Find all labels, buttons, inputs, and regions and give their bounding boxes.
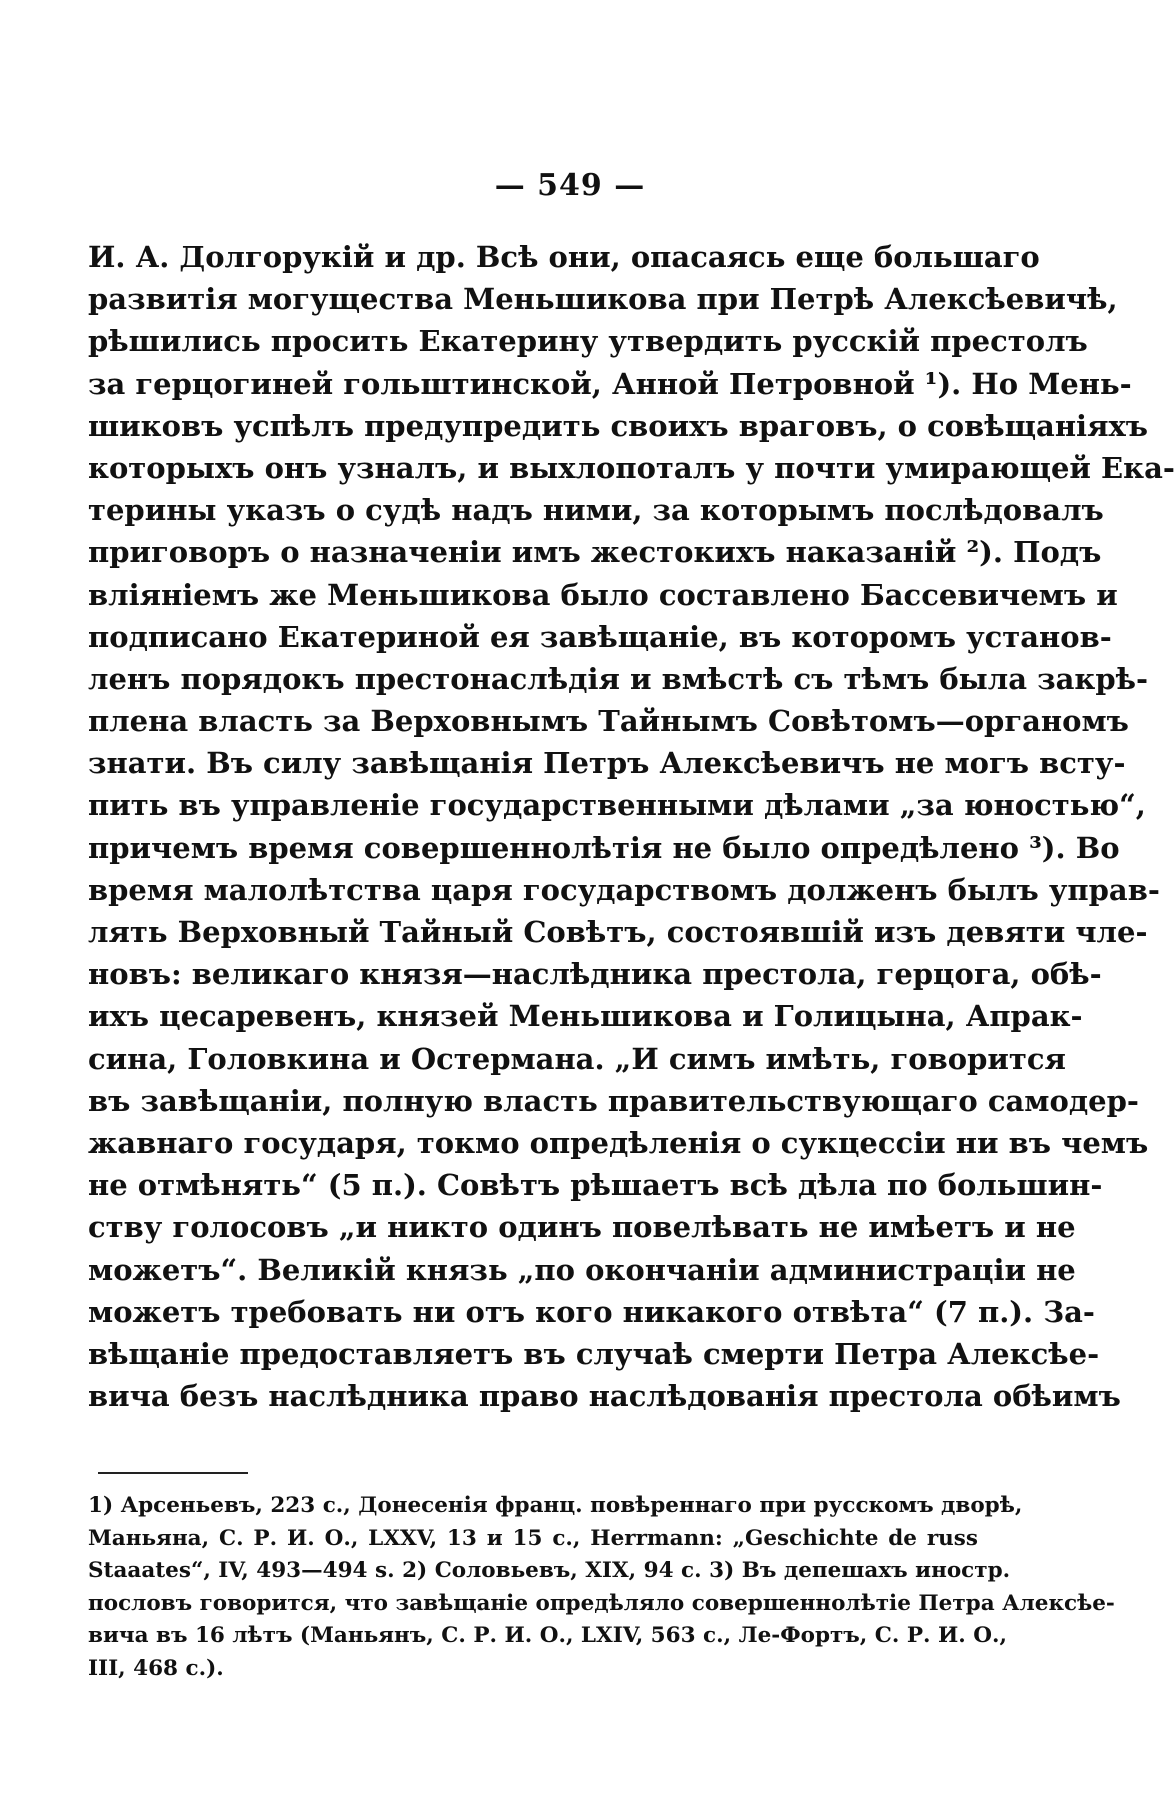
text-line: ленъ порядокъ престонаслѣдія и вмѣстѣ съ тѣмъ была закрѣ- [88, 661, 1149, 696]
text-line: за герцогиней гольштинской, Анной Петровной ¹). Но Мень- [88, 366, 1132, 401]
text-line: сина, Головкина и Остермана. „И симъ имѣть, говорится [88, 1041, 1066, 1076]
text-line: время малолѣтства царя государствомъ долженъ былъ управ- [88, 872, 1160, 907]
footnote-line: Маньяна, С. Р. И. О., LXXV, 13 и 15 с., Herrmann: „Geschichte de russ [88, 1525, 978, 1551]
text-line: не отмѣнять“ (5 п.). Совѣтъ рѣшаетъ всѣ дѣла по большин- [88, 1168, 1103, 1203]
text-line: плена власть за Верховнымъ Тайнымъ Совѣтомъ—органомъ [88, 704, 1129, 739]
text-line: рѣшились просить Екатерину утвердить русскій престолъ [88, 324, 1088, 359]
text-line: которыхъ онъ узналъ, и выхлопоталъ у почти умирающей Ека- [88, 450, 1175, 485]
text-line: пить въ управленіе государственными дѣлами „за юностью“, [88, 788, 1146, 823]
text-line: И. А. Долгорукій и др. Всѣ они, опасаясь еще большаго [88, 240, 1040, 274]
footnote-divider [98, 1472, 248, 1474]
text-line: причемъ время совершеннолѣтія не было опредѣлено ³). Во [88, 830, 1120, 865]
footnotes [88, 1490, 1115, 1685]
text-line: развитія могущества Меньшикова при Петрѣ Алексѣевичѣ, [88, 282, 1118, 317]
text-line: въ завѣщаніи, полную власть правительствующаго самодер- [88, 1083, 1139, 1118]
text-line: лять Верховный Тайный Совѣтъ, состоявшій изъ девяти чле- [88, 915, 1148, 949]
text-line: вѣщаніе предоставляетъ въ случаѣ смерти Петра Алексѣе- [88, 1336, 1100, 1371]
footnote-line: 1) Арсеньевъ, 223 с., Донесенія франц. повѣреннаго при русскомъ дворѣ, [88, 1493, 1023, 1518]
text-line: шиковъ успѣлъ предупредить своихъ враговъ, о совѣщаніяхъ [88, 408, 1149, 443]
text-line: подписано Екатериной ея завѣщаніе, въ которомъ установ- [88, 619, 1112, 654]
text-line: знати. Въ силу завѣщанія Петръ Алексѣевичъ не могъ всту- [88, 746, 1126, 781]
page-number: — 549 — [494, 168, 646, 203]
text-line: ству голосовъ „и никто одинъ повелѣвать не имѣетъ и не [88, 1210, 1076, 1245]
body-text [88, 236, 1175, 1417]
text-line: новъ: великаго князя—наслѣдника престола, герцога, обѣ- [88, 957, 1102, 992]
text-line: вича безъ наслѣдника право наслѣдованія престола обѣимъ [88, 1379, 1121, 1414]
text-line: ихъ цесаревенъ, князей Меньшикова и Голицына, Апрак- [88, 999, 1083, 1034]
text-line: можетъ требовать ни отъ кого никакого отвѣта“ (7 п.). За- [88, 1294, 1095, 1329]
text-line: приговоръ о назначеніи имъ жестокихъ наказаній ²). Подъ [88, 535, 1102, 570]
footnote-line: III, 468 с.). [88, 1655, 224, 1681]
footnote-line: вича въ 16 лѣтъ (Маньянъ, С. Р. И. О., LXIV, 563 с., Ле-Фортъ, С. Р. И. О., [88, 1623, 1007, 1648]
text-line: терины указъ о судѣ надъ ними, за которымъ послѣдовалъ [88, 493, 1104, 528]
footnote-line: Staaates“, IV, 493—494 s. 2) Соловьевъ, XIX, 94 с. 3) Въ депешахъ иностр. [88, 1558, 1011, 1583]
text-line: жавнаго государя, токмо опредѣленія о сукцессіи ни въ чемъ [88, 1125, 1149, 1160]
text-line: вліяніемъ же Меньшикова было составлено Бассевичемъ и [88, 577, 1118, 612]
text-line: можетъ“. Великій князь „по окончаніи администраціи не [88, 1252, 1076, 1287]
footnote-line: пословъ говорится, что завѣщаніе опредѣляло совершеннолѣтіе Петра Алексѣе- [88, 1590, 1115, 1616]
